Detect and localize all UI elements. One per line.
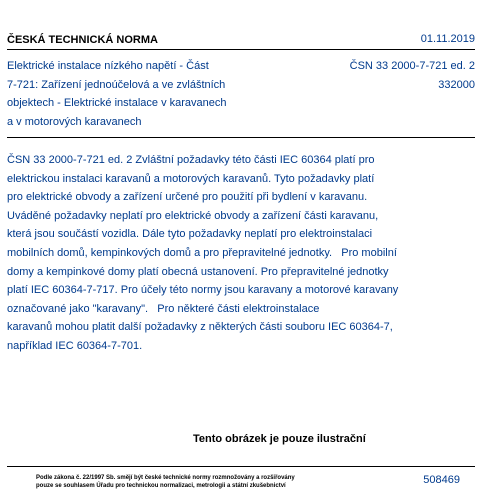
footer-divider	[7, 466, 475, 467]
title-line: a v motorových karavanech	[7, 115, 142, 128]
abstract-line: například IEC 60364-7-701.	[7, 339, 143, 352]
page-header	[7, 30, 475, 49]
header-divider	[7, 49, 475, 50]
legal-notice-line: pouze se souhlasem Úřadu pro technickou normalizaci, metrologii a státní zkušebnictví	[36, 483, 286, 489]
abstract-line: která jsou součástí vozidla. Dále tyto požadavky neplatí pro elektroinstalaci	[7, 228, 373, 241]
classification-code: 332000	[438, 78, 475, 91]
abstract-text	[7, 151, 477, 356]
title-line: objektech - Elektrické instalace v karavanech	[7, 97, 227, 110]
document-number: 508469	[423, 474, 460, 486]
title-line: Elektrické instalace nízkého napětí - Část	[7, 60, 209, 72]
standard-title	[7, 57, 307, 131]
abstract-line: domy a kempinkové domy platí obecná ustanovení. Pro přepravitelné jednotky	[7, 265, 389, 278]
abstract-line: označované jako "karavany". Pro některé části elektroinstalace	[7, 302, 320, 315]
publication-date: 01.11.2019	[420, 33, 475, 45]
title-line: 7-721: Zařízení jednoúčelová a ve zvláštních	[7, 78, 226, 91]
abstract-line: pro elektrické obvody a zařízení určené pro použití při bydlení v karavanu.	[7, 191, 368, 204]
legal-notice-line: Podle zákona č. 22/1997 Sb. smějí být české technické normy rozmnožovány a rozšiřovány	[36, 475, 295, 481]
abstract-line: Uváděné požadavky neplatí pro elektrické obvody a zařízení části karavanu,	[7, 209, 379, 222]
illustrative-note: Tento obrázek je pouze ilustrační	[193, 433, 366, 445]
standard-designation: ČSN 33 2000-7-721 ed. 2	[349, 60, 475, 72]
standard-identification	[350, 57, 475, 94]
abstract-line: mobilních domů, kempinkových domů a pro přepravitelné jednotky. Pro mobilní	[7, 246, 397, 259]
abstract-line: karavanů mohou platit další požadavky z některých části souboru IEC 60364-7,	[7, 321, 393, 334]
abstract-line: platí IEC 60364-7-717. Pro účely této normy jsou karavany a motorové karavany	[7, 284, 399, 297]
title-divider	[7, 137, 475, 138]
norm-type-title: ČESKÁ TECHNICKÁ NORMA	[7, 34, 158, 46]
abstract-line: ČSN 33 2000-7-721 ed. 2 Zvláštní požadavky této části IEC 60364 platí pro	[7, 154, 375, 166]
legal-notice	[36, 474, 295, 490]
abstract-line: elektrickou instalaci karavanů a motorových karavanů. Tyto požadavky platí	[7, 172, 375, 185]
